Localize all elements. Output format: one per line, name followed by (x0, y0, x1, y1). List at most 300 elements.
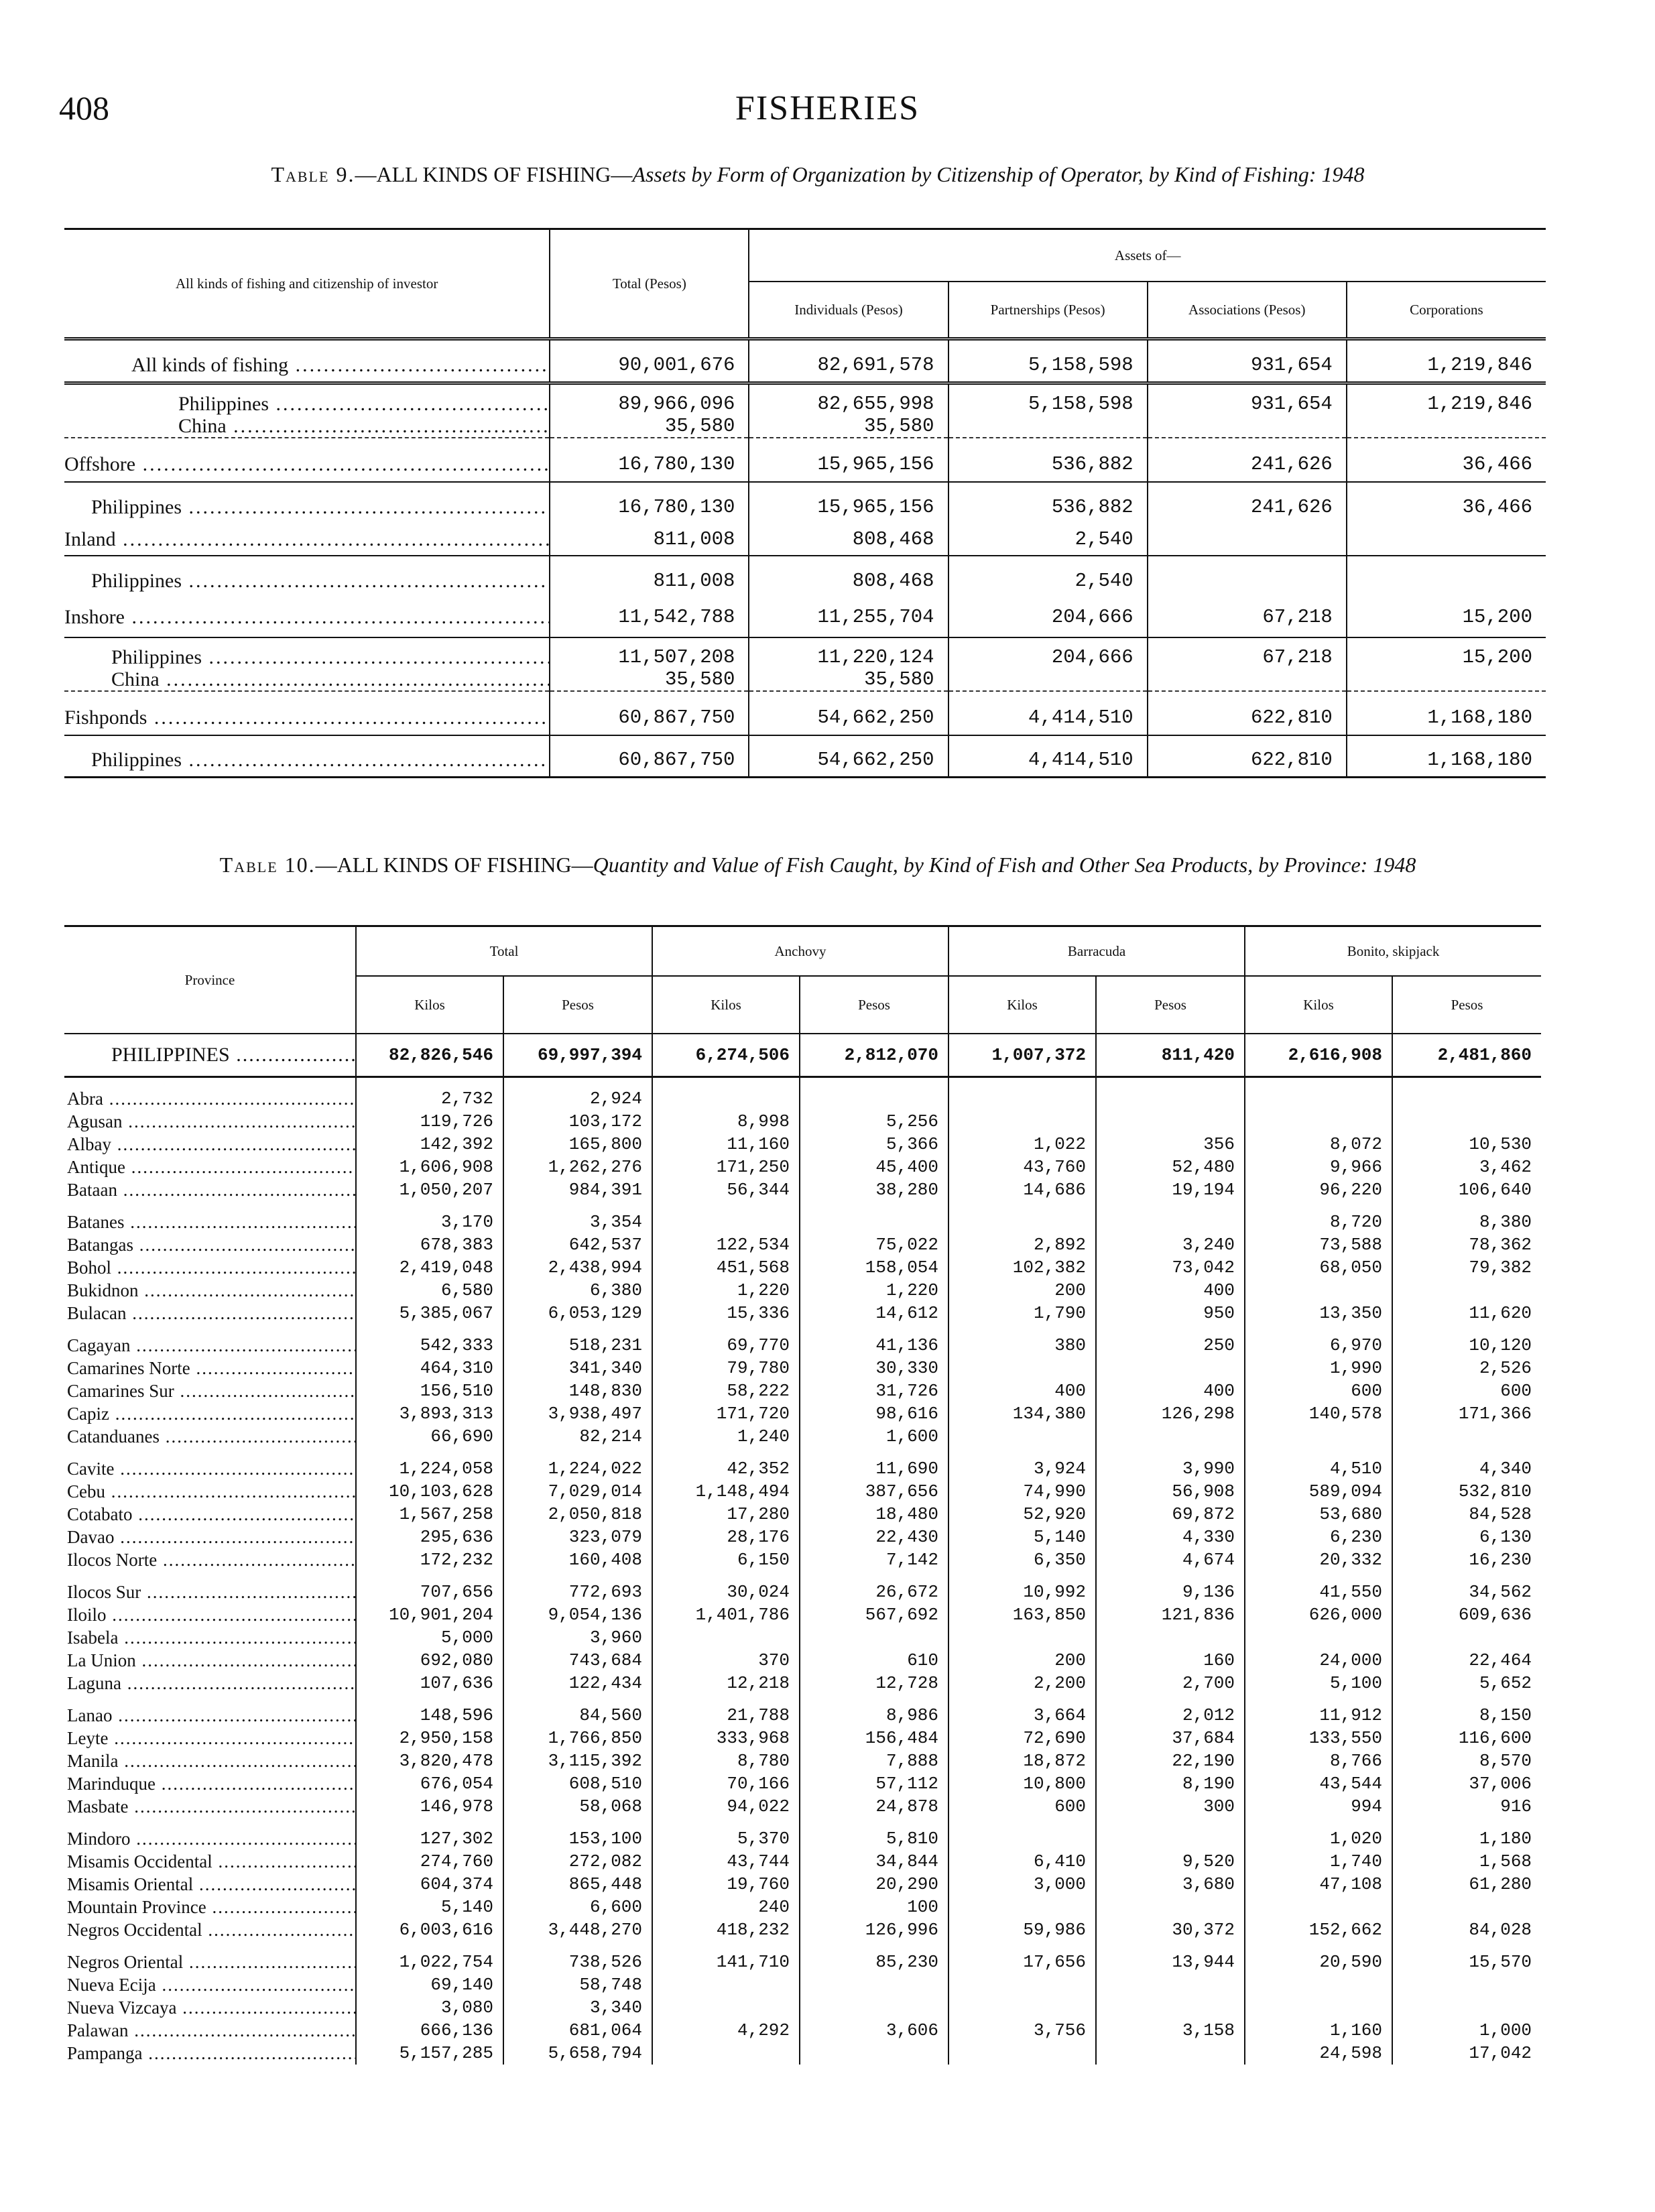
t10-cell: 295,636 (356, 1526, 503, 1548)
t9-row-label: Offshore ..... (64, 438, 550, 482)
t9-row (64, 524, 1546, 556)
t10-cell: 2,950,158 (356, 1727, 503, 1749)
t10-cell: 542,333 (356, 1325, 503, 1357)
t10-province-name: Cagayan ..... (64, 1325, 356, 1357)
t10-province-row (64, 1201, 1541, 1233)
t10-province-row (64, 1918, 1541, 1941)
t9-cell-corporations: 1,219,846 (1347, 383, 1546, 416)
t10-cell: 20,590 (1245, 1941, 1392, 1973)
t9-row (64, 556, 1546, 597)
t10-cell: 1,050,207 (356, 1178, 503, 1201)
t10-cell: 356 (1096, 1133, 1245, 1156)
t10-cell (1392, 1896, 1541, 1918)
t9-cell-total: 35,580 (550, 415, 749, 438)
t10-cell: 75,022 (800, 1233, 948, 1256)
t10-province-name: Leyte ..... (64, 1727, 356, 1749)
t10-cell: 17,656 (948, 1941, 1096, 1973)
t10-cell: 100 (800, 1896, 948, 1918)
t9-cell-associations (1148, 415, 1347, 438)
t10-cell: 148,596 (356, 1695, 503, 1727)
t10-cell: 3,158 (1096, 2019, 1245, 2042)
t10-cell: 156,484 (800, 1727, 948, 1749)
t10-cell: 11,620 (1392, 1302, 1541, 1325)
t10-cell: 26,672 (800, 1571, 948, 1603)
t10-cell: 626,000 (1245, 1603, 1392, 1626)
t9-cell-corporations: 36,466 (1347, 482, 1546, 524)
t10-province-row (64, 1818, 1541, 1850)
t10-cell: 387,656 (800, 1480, 948, 1503)
t10-cell: 17,042 (1392, 2042, 1541, 2065)
t10-cell: 84,560 (503, 1695, 652, 1727)
t10-cell: 3,680 (1096, 1873, 1245, 1896)
t10-cell: 604,374 (356, 1873, 503, 1896)
t10-province-row (64, 1749, 1541, 1772)
t10-cell: 14,612 (800, 1302, 948, 1325)
t10-cell: 8,150 (1392, 1695, 1541, 1727)
t10-cell: 4,330 (1096, 1526, 1245, 1548)
t10-province-name: Agusan ..... (64, 1110, 356, 1133)
t10-province-row (64, 1772, 1541, 1795)
t10-cell: 6,380 (503, 1279, 652, 1302)
t10-cell: 1,220 (800, 1279, 948, 1302)
t10-cell: 69,872 (1096, 1503, 1245, 1526)
t10-kilos-header: Kilos (1245, 976, 1392, 1034)
t10-cell: 172,232 (356, 1548, 503, 1571)
t10-cell: 1,600 (800, 1425, 948, 1448)
t10-province-name: Bulacan ..... (64, 1302, 356, 1325)
table10-label: Table 10. (219, 853, 316, 877)
t10-cell: 18,872 (948, 1749, 1096, 1772)
t9-cell-corporations: 15,200 (1347, 597, 1546, 637)
t10-cell: 41,136 (800, 1325, 948, 1357)
t10-cell: 68,050 (1245, 1256, 1392, 1279)
t9-row-label: China ..... (64, 668, 550, 691)
t10-cell: 106,640 (1392, 1178, 1541, 1201)
t10-province-row (64, 1110, 1541, 1133)
t10-province-row (64, 1649, 1541, 1672)
t9-cell-individuals: 82,655,998 (749, 383, 948, 416)
t9-row (64, 415, 1546, 438)
t10-cell: 678,383 (356, 1233, 503, 1256)
t10-cell: 126,298 (1096, 1402, 1245, 1425)
t10-cell: 47,108 (1245, 1873, 1392, 1896)
t9-cell-corporations: 1,168,180 (1347, 735, 1546, 777)
t10-cell (652, 1626, 800, 1649)
t10-province-name: Antique ..... (64, 1156, 356, 1178)
t9-cell-total: 811,008 (550, 556, 749, 597)
t10-cell: 6,600 (503, 1896, 652, 1918)
t9-cell-individuals: 82,691,578 (749, 339, 948, 383)
t9-stub-header: All kinds of fishing and citizenship of investor (64, 229, 550, 339)
t9-cell-total: 89,966,096 (550, 383, 749, 416)
t10-cell: 19,760 (652, 1873, 800, 1896)
t10-cell: 3,756 (948, 2019, 1096, 2042)
t10-cell: 772,693 (503, 1571, 652, 1603)
t9-cell-associations (1148, 556, 1347, 597)
t10-cell: 74,990 (948, 1480, 1096, 1503)
t10-cell: 1,606,908 (356, 1156, 503, 1178)
t10-cell: 82,214 (503, 1425, 652, 1448)
t10-cell: 30,330 (800, 1357, 948, 1379)
t10-cell: 160 (1096, 1649, 1245, 1672)
t10-cell: 2,438,994 (503, 1256, 652, 1279)
t10-pesos-header: Pesos (1392, 976, 1541, 1034)
t10-cell: 6,970 (1245, 1325, 1392, 1357)
t10-cell: 122,534 (652, 1233, 800, 1256)
t10-cell: 1,567,258 (356, 1503, 503, 1526)
t9-row-label: All kinds of fishing ..... (64, 339, 550, 383)
t10-cell: 3,893,313 (356, 1402, 503, 1425)
t10-cell: 4,292 (652, 2019, 800, 2042)
t10-philippines-cell: 2,481,860 (1392, 1034, 1541, 1077)
t10-province-row (64, 1133, 1541, 1156)
t10-province-name: Bataan ..... (64, 1178, 356, 1201)
t10-cell: 41,550 (1245, 1571, 1392, 1603)
t10-cell (1096, 1201, 1245, 1233)
t10-cell: 11,690 (800, 1448, 948, 1480)
t10-cell: 738,526 (503, 1941, 652, 1973)
t10-cell: 56,344 (652, 1178, 800, 1201)
t10-cell: 8,720 (1245, 1201, 1392, 1233)
t10-pesos-header: Pesos (1096, 976, 1245, 1034)
t10-cell: 7,029,014 (503, 1480, 652, 1503)
t10-cell: 8,570 (1392, 1749, 1541, 1772)
t10-cell: 119,726 (356, 1110, 503, 1133)
t10-cell: 28,176 (652, 1526, 800, 1548)
t10-province-name: Ilocos Sur ..... (64, 1571, 356, 1603)
t10-cell (948, 1626, 1096, 1649)
t10-province-row (64, 1178, 1541, 1201)
t10-cell: 72,690 (948, 1727, 1096, 1749)
t10-cell: 34,562 (1392, 1571, 1541, 1603)
t10-cell (1096, 1973, 1245, 1996)
t9-cell-associations: 622,810 (1148, 735, 1347, 777)
t10-cell: 5,140 (356, 1896, 503, 1918)
t10-province-name: Masbate ..... (64, 1795, 356, 1818)
t10-province-name: Isabela ..... (64, 1626, 356, 1649)
t10-cell (652, 1201, 800, 1233)
t10-cell: 17,280 (652, 1503, 800, 1526)
t10-cell: 134,380 (948, 1402, 1096, 1425)
t10-cell: 3,170 (356, 1201, 503, 1233)
t10-cell (800, 1973, 948, 1996)
t10-cell: 250 (1096, 1325, 1245, 1357)
t10-cell: 94,022 (652, 1795, 800, 1818)
t10-province-row (64, 1256, 1541, 1279)
t10-cell: 692,080 (356, 1649, 503, 1672)
t10-cell: 66,690 (356, 1425, 503, 1448)
t10-cell: 3,820,478 (356, 1749, 503, 1772)
t10-philippines-cell: 2,812,070 (800, 1034, 948, 1077)
t10-cell (800, 1077, 948, 1110)
t10-cell (1392, 1279, 1541, 1302)
t10-cell: 865,448 (503, 1873, 652, 1896)
t10-cell: 45,400 (800, 1156, 948, 1178)
t10-province-row (64, 2042, 1541, 2065)
t10-province-row (64, 1379, 1541, 1402)
t10-cell: 5,256 (800, 1110, 948, 1133)
t10-cell (948, 1077, 1096, 1110)
t10-cell (800, 1201, 948, 1233)
t10-province-row (64, 2019, 1541, 2042)
t10-cell: 1,224,058 (356, 1448, 503, 1480)
t10-province-name: Marinduque ..... (64, 1772, 356, 1795)
t10-cell: 2,700 (1096, 1672, 1245, 1695)
t10-cell: 7,142 (800, 1548, 948, 1571)
t10-province-name: Cebu ..... (64, 1480, 356, 1503)
t10-cell: 102,382 (948, 1256, 1096, 1279)
t10-cell: 158,054 (800, 1256, 948, 1279)
t9-cell-individuals: 15,965,156 (749, 482, 948, 524)
t10-cell (652, 2042, 800, 2065)
t10-province-row (64, 1973, 1541, 1996)
t9-cell-corporations (1347, 524, 1546, 556)
t10-cell: 24,598 (1245, 2042, 1392, 2065)
t10-cell: 518,231 (503, 1325, 652, 1357)
t10-province-name: Bukidnon ..... (64, 1279, 356, 1302)
t9-cell-total: 811,008 (550, 524, 749, 556)
t10-cell: 9,520 (1096, 1850, 1245, 1873)
t10-province-name: Manila ..... (64, 1749, 356, 1772)
t10-province-header: Province (64, 926, 356, 1034)
t10-cell (948, 1110, 1096, 1133)
t10-cell: 3,340 (503, 1996, 652, 2019)
t10-cell: 464,310 (356, 1357, 503, 1379)
t10-cell: 3,000 (948, 1873, 1096, 1896)
t10-cell: 103,172 (503, 1110, 652, 1133)
table10-caption (94, 850, 1542, 879)
t10-cell: 10,800 (948, 1772, 1096, 1795)
t10-cell: 609,636 (1392, 1603, 1541, 1626)
t10-cell (1096, 1996, 1245, 2019)
t10-cell: 18,480 (800, 1503, 948, 1526)
t10-cell (1245, 1425, 1392, 1448)
t10-group-total: Total (356, 926, 652, 976)
t10-cell: 171,250 (652, 1156, 800, 1178)
table9-title: —ALL KINDS OF FISHING— (355, 162, 633, 186)
t9-cell-partnerships (948, 415, 1148, 438)
t10-cell: 1,148,494 (652, 1480, 800, 1503)
t10-cell (948, 1201, 1096, 1233)
t10-province-row (64, 1156, 1541, 1178)
t10-province-row (64, 1402, 1541, 1425)
t10-cell: 14,686 (948, 1178, 1096, 1201)
t10-province-name: Batanes ..... (64, 1201, 356, 1233)
t10-province-row (64, 1672, 1541, 1695)
t10-cell: 2,732 (356, 1077, 503, 1110)
t10-cell: 5,000 (356, 1626, 503, 1649)
t10-province-name: Nueva Ecija ..... (64, 1973, 356, 1996)
t10-cell: 11,160 (652, 1133, 800, 1156)
t10-cell: 600 (948, 1795, 1096, 1818)
t10-cell: 37,006 (1392, 1772, 1541, 1795)
t10-cell: 85,230 (800, 1941, 948, 1973)
t10-cell: 6,410 (948, 1850, 1096, 1873)
t10-cell (1096, 1818, 1245, 1850)
t9-individuals-header: Individuals (Pesos) (749, 282, 948, 339)
t10-province-name: Camarines Norte ..... (64, 1357, 356, 1379)
t10-cell: 61,280 (1392, 1873, 1541, 1896)
t9-cell-total: 11,542,788 (550, 597, 749, 637)
t10-cell: 84,528 (1392, 1503, 1541, 1526)
t10-cell: 8,072 (1245, 1133, 1392, 1156)
t10-cell: 21,788 (652, 1695, 800, 1727)
t10-group-anchovy: Anchovy (652, 926, 948, 976)
t10-cell: 333,968 (652, 1727, 800, 1749)
t10-cell: 73,042 (1096, 1256, 1245, 1279)
t10-cell: 8,190 (1096, 1772, 1245, 1795)
t9-cell-corporations: 1,168,180 (1347, 691, 1546, 735)
t10-cell: 58,222 (652, 1379, 800, 1402)
t9-cell-partnerships: 536,882 (948, 482, 1148, 524)
t10-cell: 2,200 (948, 1672, 1096, 1695)
t10-province-name: Negros Occidental ..... (64, 1918, 356, 1941)
t10-cell: 370 (652, 1649, 800, 1672)
t10-cell: 156,510 (356, 1379, 503, 1402)
t10-philippines-cell: 2,616,908 (1245, 1034, 1392, 1077)
t10-province-row (64, 1571, 1541, 1603)
t10-cell: 323,079 (503, 1526, 652, 1548)
t10-cell (1392, 1626, 1541, 1649)
t10-cell: 73,588 (1245, 1233, 1392, 1256)
t10-province-row (64, 1302, 1541, 1325)
t10-cell: 400 (948, 1379, 1096, 1402)
t10-cell (948, 1818, 1096, 1850)
t9-cell-partnerships: 2,540 (948, 556, 1148, 597)
t10-province-row (64, 1695, 1541, 1727)
t10-cell: 5,370 (652, 1818, 800, 1850)
t9-cell-associations: 622,810 (1148, 691, 1347, 735)
t10-province-row (64, 1503, 1541, 1526)
t10-cell (652, 1973, 800, 1996)
t10-cell: 59,986 (948, 1918, 1096, 1941)
t10-cell: 43,760 (948, 1156, 1096, 1178)
t10-province-name: Camarines Sur ..... (64, 1379, 356, 1402)
t10-cell: 200 (948, 1649, 1096, 1672)
t10-cell (800, 1996, 948, 2019)
t10-cell: 15,336 (652, 1302, 800, 1325)
t10-cell: 30,024 (652, 1571, 800, 1603)
t10-cell (1096, 1425, 1245, 1448)
t10-cell: 5,157,285 (356, 2042, 503, 2065)
t10-province-row (64, 1603, 1541, 1626)
t10-cell: 3,448,270 (503, 1918, 652, 1941)
t10-cell: 666,136 (356, 2019, 503, 2042)
t10-province-name: Nueva Vizcaya ..... (64, 1996, 356, 2019)
t10-cell: 5,810 (800, 1818, 948, 1850)
t10-cell: 3,960 (503, 1626, 652, 1649)
t9-cell-total: 60,867,750 (550, 735, 749, 777)
t10-cell: 2,419,048 (356, 1256, 503, 1279)
t10-province-name: Iloilo ..... (64, 1603, 356, 1626)
t10-province-row (64, 1357, 1541, 1379)
t9-row-label: Philippines ..... (64, 556, 550, 597)
t10-cell: 56,908 (1096, 1480, 1245, 1503)
t10-cell (1392, 1077, 1541, 1110)
t10-cell: 10,103,628 (356, 1480, 503, 1503)
t10-cell: 274,760 (356, 1850, 503, 1873)
t10-cell: 300 (1096, 1795, 1245, 1818)
t10-cell: 2,050,818 (503, 1503, 652, 1526)
t10-philippines-row (64, 1034, 1541, 1077)
t10-province-name: Batangas ..... (64, 1233, 356, 1256)
t10-cell (1392, 1996, 1541, 2019)
t9-cell-partnerships: 536,882 (948, 438, 1148, 482)
t10-cell: 22,464 (1392, 1649, 1541, 1672)
t9-cell-individuals: 808,468 (749, 556, 948, 597)
t10-cell (652, 1077, 800, 1110)
t10-cell: 3,240 (1096, 1233, 1245, 1256)
t9-row (64, 597, 1546, 637)
t9-row (64, 691, 1546, 735)
t10-cell: 10,120 (1392, 1325, 1541, 1357)
t9-cell-associations: 931,654 (1148, 339, 1347, 383)
t10-province-name: Cavite ..... (64, 1448, 356, 1480)
t9-row-label: Inland ..... (64, 524, 550, 556)
t9-cell-associations: 67,218 (1148, 597, 1347, 637)
t10-cell: 1,180 (1392, 1818, 1541, 1850)
t10-cell: 69,770 (652, 1325, 800, 1357)
t10-province-row (64, 1233, 1541, 1256)
t10-philippines-label: PHILIPPINES ..... (64, 1034, 356, 1077)
t10-cell (1245, 1996, 1392, 2019)
t10-cell: 8,998 (652, 1110, 800, 1133)
table9 (64, 228, 1546, 778)
t10-cell (948, 1973, 1096, 1996)
t10-province-name: Bohol ..... (64, 1256, 356, 1279)
t10-cell: 994 (1245, 1795, 1392, 1818)
t10-cell: 107,636 (356, 1672, 503, 1695)
t10-cell: 96,220 (1245, 1178, 1392, 1201)
t9-cell-total: 35,580 (550, 668, 749, 691)
t10-cell: 1,220 (652, 1279, 800, 1302)
t10-philippines-cell: 69,997,394 (503, 1034, 652, 1077)
table9-subtitle: Assets by Form of Organization by Citizenship of Operator, by Kind of Fishing: 1948 (632, 162, 1365, 186)
t10-cell (1245, 1896, 1392, 1918)
t10-province-row (64, 1448, 1541, 1480)
t9-cell-individuals: 808,468 (749, 524, 948, 556)
t9-cell-associations (1148, 668, 1347, 691)
t10-cell: 4,340 (1392, 1448, 1541, 1480)
t10-cell: 152,662 (1245, 1918, 1392, 1941)
t10-cell: 34,844 (800, 1850, 948, 1873)
t10-cell: 6,580 (356, 1279, 503, 1302)
t10-cell: 141,710 (652, 1941, 800, 1973)
t10-province-row (64, 1526, 1541, 1548)
t10-cell: 1,000 (1392, 2019, 1541, 2042)
t9-cell-associations: 241,626 (1148, 482, 1347, 524)
t9-cell-partnerships (948, 668, 1148, 691)
t10-kilos-header: Kilos (356, 976, 503, 1034)
t10-cell: 127,302 (356, 1818, 503, 1850)
t10-cell: 2,892 (948, 1233, 1096, 1256)
t10-cell: 1,022 (948, 1133, 1096, 1156)
t9-cell-partnerships: 2,540 (948, 524, 1148, 556)
t9-cell-associations (1148, 524, 1347, 556)
t9-cell-individuals: 54,662,250 (749, 691, 948, 735)
t10-cell: 681,064 (503, 2019, 652, 2042)
t10-province-name: Laguna ..... (64, 1672, 356, 1695)
t10-cell: 2,526 (1392, 1357, 1541, 1379)
t9-row (64, 438, 1546, 482)
t10-cell: 1,262,276 (503, 1156, 652, 1178)
t10-cell (1245, 1110, 1392, 1133)
t10-cell: 30,372 (1096, 1918, 1245, 1941)
t9-row-label: Philippines ..... (64, 637, 550, 668)
t10-province-row (64, 1425, 1541, 1448)
t9-row-label: Philippines ..... (64, 383, 550, 416)
t10-cell: 171,366 (1392, 1402, 1541, 1425)
